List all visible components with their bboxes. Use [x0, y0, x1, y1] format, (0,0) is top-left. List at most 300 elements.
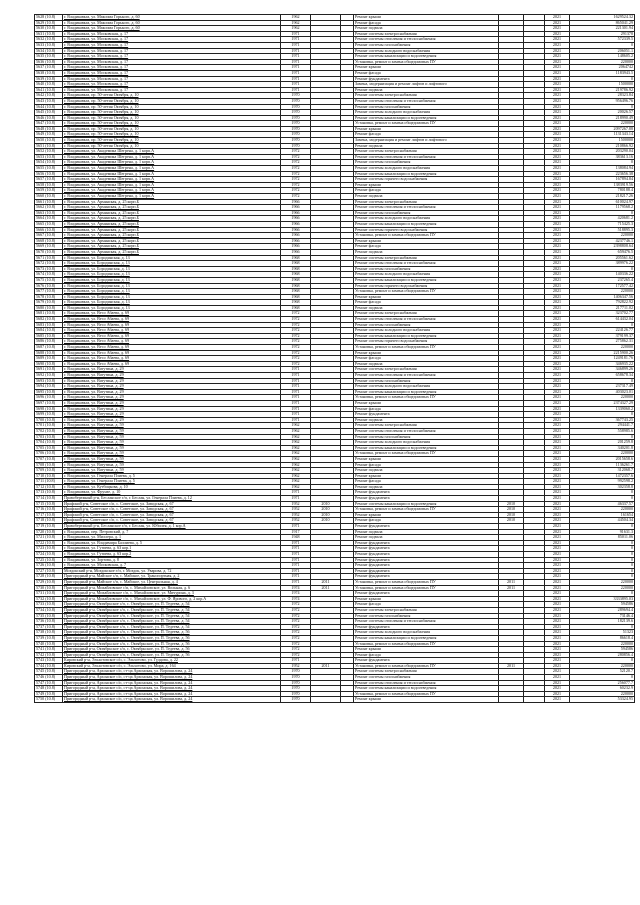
address-cell: Правобережный р-н, Бесланское г/п, г. Беслан, ул. Юбилея, д. 1 кор.А: [63, 524, 281, 530]
address-cell: г. Владикавказ, ул. Бородинская, д. 13: [63, 305, 281, 311]
year-built-cell: 1971: [281, 389, 311, 395]
work-type-cell: Ремонт крыши: [354, 65, 499, 71]
cost-cell: 0: [570, 322, 635, 328]
row-number-cell: 5687 (10.8): [35, 345, 63, 351]
cost-cell: 44504.34: [570, 518, 635, 524]
row-number-cell: 5676 (10.8): [35, 283, 63, 289]
year-built-cell: 1971: [281, 54, 311, 60]
row-number-cell: 5654 (10.8): [35, 160, 63, 166]
plan-year-cell: 2021: [545, 199, 570, 205]
address-cell: Ирафский р-н, Советское с/п, с. Советское, ул. Заводская, д. 67: [63, 507, 281, 513]
plan-year-cell: 2021: [545, 630, 570, 636]
address-cell: Пригородный р-н, Октябрьское с/п, с. Октябрьское, ул. П. Тедеева, д. 56: [63, 641, 281, 647]
work-type-cell: Ремонт подвала: [354, 535, 499, 541]
last-repair-year-cell: [311, 697, 341, 703]
address-cell: Пригородный р-н, Архонское с/п, ст-ца Архонская, ул. Ворошилова, д. 24: [63, 697, 281, 703]
work-type-cell: Установка, ремонт и замена общедомовых ПУ: [354, 345, 499, 351]
row-number-cell: 5725 (10.8): [35, 557, 63, 563]
address-cell: Моздокский р-н, Моздокское г/п, г. Моздок, ул. Уварова, д. 72: [63, 568, 281, 574]
plan-year-cell: 2021: [545, 456, 570, 462]
plan-year-cell: 2021: [545, 194, 570, 200]
row-number-cell: 5655 (10.8): [35, 166, 63, 172]
work-type-cell: Ремонт подвала: [354, 26, 499, 32]
plan-year-cell: 2021: [545, 423, 570, 429]
year-built-cell: 1970: [281, 697, 311, 703]
row-number-cell: 5638 (10.8): [35, 70, 63, 76]
year-built-cell: 1970: [281, 138, 311, 144]
address-cell: г. Владикавказ, пр. 50-летия Октября, д. 10: [63, 132, 281, 138]
plan-year-cell: 2021: [545, 104, 570, 110]
address-cell: Пригородный р-н, Октябрьское с/п, с. Октябрьское, ул. П. Тедеева, д. 54: [63, 607, 281, 613]
plan-year-cell: 2021: [545, 210, 570, 216]
plan-year-cell: 2021: [545, 333, 570, 339]
year-built-cell: 1971: [281, 658, 311, 664]
year-built-cell: 1962: [281, 484, 311, 490]
plan-year-cell: 2021: [545, 624, 570, 630]
row-number-cell: 5651 (10.8): [35, 143, 63, 149]
plan-year-cell: 2021: [545, 686, 570, 692]
work-type-cell: Ремонт фасада: [354, 70, 499, 76]
year-built-cell: 1971: [281, 48, 311, 54]
address-cell: г. Владикавказ, ул. Бородинская, д. 13: [63, 255, 281, 261]
year-built-cell: 1952: [281, 518, 311, 524]
year-built-cell: 1972: [281, 635, 311, 641]
year-built-cell: 1968: [281, 305, 311, 311]
work-type-cell: Ремонт системы электроснабжения: [354, 423, 499, 429]
address-cell: г. Владикавказ, ул. Зортова, д. 8: [63, 557, 281, 563]
address-cell: г. Владикавказ, ул. Миллера, д. 1: [63, 535, 281, 541]
cost-cell: 1629524.32: [570, 15, 635, 21]
work-type-cell: Ремонт системы канализации и водоотведения: [354, 635, 499, 641]
empty-cell: [524, 697, 545, 703]
address-cell: г. Владикавказ, ул. Весо Абаева, д. 69: [63, 311, 281, 317]
plan-year-cell: 2021: [545, 171, 570, 177]
cost-cell: 0: [570, 591, 635, 597]
cost-cell: 53324.95: [570, 697, 635, 703]
plan-year-cell: 2021: [545, 652, 570, 658]
address-cell: г. Владикавказ, ул. Академика Шегрена, д. 1 корп.А: [63, 171, 281, 177]
work-type-cell: Ремонт системы канализации и водоотведения: [354, 277, 499, 283]
plan-year-cell: 2021: [545, 166, 570, 172]
year-built-cell: 1962: [281, 456, 311, 462]
cost-cell: 91631.3: [570, 529, 635, 535]
row-number-cell: 5648 (10.8): [35, 126, 63, 132]
plan-year-cell: 2021: [545, 216, 570, 222]
address-cell: г. Владикавказ, пр. 50-летия Октября, д. 10: [63, 93, 281, 99]
plan-year-cell: 2021: [545, 266, 570, 272]
cost-cell: 1183943.5: [570, 70, 635, 76]
address-cell: г. Владикавказ, ул. Московская, д. 17: [63, 42, 281, 48]
address-cell: Ирафский р-н, Советское с/п, с. Советское, ул. Заводская, д. 67: [63, 518, 281, 524]
address-cell: г. Владикавказ, ул. Бородинская, д. 13: [63, 294, 281, 300]
row-number-cell: 5720 (10.8): [35, 529, 63, 535]
work-type-cell: Ремонт фундамента: [354, 76, 499, 82]
cost-cell: 220000: [570, 641, 635, 647]
address-cell: г. Владикавказ, ул. Академика Шегрена, д. 1 корп.А: [63, 160, 281, 166]
address-cell: г. Владикавказ, ул. Ватутина, д. 29: [63, 400, 281, 406]
work-type-cell: Установка, ремонт и замена общедомовых ПУ: [354, 641, 499, 647]
work-type-cell: Ремонт системы отопления и теплоснабжения: [354, 261, 499, 267]
cost-cell: 0: [570, 496, 635, 502]
address-cell: г. Владикавказ, ул. Армянская, д. 25 корп.Б: [63, 210, 281, 216]
work-type-cell: Ремонт фундамента: [354, 624, 499, 630]
address-cell: г. Владикавказ, пер. Петровский, д. 7: [63, 529, 281, 535]
cost-cell: 0: [570, 574, 635, 580]
work-type-cell: Ремонт подвала: [354, 361, 499, 367]
work-type-cell: Ремонт системы горячего водоснабжения: [354, 227, 499, 233]
cost-cell: 1179568.2: [570, 205, 635, 211]
row-number-cell: 5689 (10.8): [35, 356, 63, 362]
work-type-cell: Установка, ремонт и замена общедомовых ПУ: [354, 579, 499, 585]
cost-cell: 2398808.64: [570, 244, 635, 250]
plan-year-cell: 2021: [545, 473, 570, 479]
plan-year-cell: 2021: [545, 496, 570, 502]
empty-cell: [341, 697, 354, 703]
year-built-cell: 1971: [281, 59, 311, 65]
row-number-cell: 5709 (10.8): [35, 468, 63, 474]
work-type-cell: Ремонт фасада: [354, 244, 499, 250]
row-number-cell: 5679 (10.8): [35, 300, 63, 306]
work-type-cell: Ремонт системы отопления и теплоснабжения: [354, 428, 499, 434]
address-cell: г. Владикавказ, ул. Ватутина, д. 29: [63, 406, 281, 412]
row-number-cell: 5727 (10.8): [35, 568, 63, 574]
cost-cell: 1406347.56: [570, 294, 635, 300]
cost-cell: 220000: [570, 663, 635, 669]
year-built-cell: 1966: [281, 249, 311, 255]
address-cell: г. Владикавказ, ул. Академика Шегрена, д. 1 корп.А: [63, 188, 281, 194]
year-built-cell: 1966: [281, 216, 311, 222]
plan-year-cell: 2021: [545, 367, 570, 373]
cost-cell: 161654: [570, 512, 635, 518]
year-built-cell: 1971: [281, 400, 311, 406]
row-number-cell: 5700 (10.8): [35, 417, 63, 423]
row-number-cell: 5667 (10.8): [35, 233, 63, 239]
address-cell: г. Владикавказ, ул. Фрунзе, д. 10: [63, 490, 281, 496]
address-cell: г. Владикавказ, ул. Ватутина, д. 59: [63, 462, 281, 468]
cost-cell: 659476.5: [570, 249, 635, 255]
plan-year-cell: 2021: [545, 328, 570, 334]
cost-cell: 956496.76: [570, 98, 635, 104]
work-type-cell: Ремонт системы отопления и теплоснабжения: [354, 205, 499, 211]
address-cell: Пригородный р-н, Архонское с/п, ст-ца Архонская, ул. Ворошилова, д. 24: [63, 669, 281, 675]
address-cell: г. Владикавказ, ул. Весо Абаева, д. 69: [63, 333, 281, 339]
work-type-cell: Ремонт системы газоснабжения: [354, 434, 499, 440]
plan-year-cell: 2021: [545, 356, 570, 362]
work-type-cell: Ремонт крыши: [354, 15, 499, 21]
year-built-cell: 1962: [281, 451, 311, 457]
address-cell: г. Владикавказ, ул. Армянская, д. 25 корп.Б: [63, 205, 281, 211]
work-type-cell: Ремонт системы канализации и водоотведения: [354, 389, 499, 395]
year-built-cell: 1962: [281, 445, 311, 451]
work-type-cell: Ремонт фасада: [354, 652, 499, 658]
last-repair-year-cell: 2011: [311, 663, 341, 669]
cost-cell: 220000: [570, 585, 635, 591]
address-cell: г. Владикавказ, ул. Ватутина, д. 59: [63, 434, 281, 440]
row-number-cell: 5745 (10.8): [35, 669, 63, 675]
cost-cell: 20026.57: [570, 110, 635, 116]
plan-year-cell: 2021: [545, 535, 570, 541]
year-built-cell: 1962: [281, 440, 311, 446]
cost-cell: 2374327.29: [570, 400, 635, 406]
work-type-cell: Ремонт подвала: [354, 417, 499, 423]
plan-year-cell: 2021: [545, 691, 570, 697]
work-type-cell: Установка, ремонт и замена общедомовых ПУ: [354, 233, 499, 239]
address-cell: г. Владикавказ, ул. Армянская, д. 25 корп.Б: [63, 244, 281, 250]
row-number-cell: 5723 (10.8): [35, 546, 63, 552]
plan-year-cell: 2021: [545, 305, 570, 311]
cost-cell: 1249181.76: [570, 356, 635, 362]
work-type-cell: Ремонт системы канализации и водоотведения: [354, 171, 499, 177]
cost-cell: 220000: [570, 395, 635, 401]
work-type-cell: Ремонт системы электроснабжения: [354, 199, 499, 205]
row-number-cell: 5631 (10.8): [35, 31, 63, 37]
plan-year-cell: 2021: [545, 345, 570, 351]
row-number-cell: 5634 (10.8): [35, 48, 63, 54]
work-type-cell: Установка, ремонт и замена общедомовых ПУ: [354, 451, 499, 457]
work-type-cell: Установка, ремонт и замена общедомовых ПУ: [354, 691, 499, 697]
row-number-cell: 5737 (10.8): [35, 624, 63, 630]
address-cell: г. Владикавказ, ул. Академика Шегрена, д. 1 корп.А: [63, 149, 281, 155]
row-number-cell: 5735 (10.8): [35, 613, 63, 619]
year-built-cell: 1972: [281, 350, 311, 356]
plan-year-cell: 2021: [545, 272, 570, 278]
address-cell: г. Владикавказ, ул. Ватутина, д. 59: [63, 440, 281, 446]
row-number-cell: 5703 (10.8): [35, 434, 63, 440]
work-type-cell: Ремонт фасада: [354, 479, 499, 485]
prev-year-cell: 2010: [499, 501, 524, 507]
year-built-cell: 1974: [281, 585, 311, 591]
row-number-cell: 5673 (10.8): [35, 266, 63, 272]
year-built-cell: 1971: [281, 540, 311, 546]
address-cell: г. Владикавказ, ул. Бородинская, д. 13: [63, 272, 281, 278]
cost-cell: 389976.22: [570, 261, 635, 267]
year-built-cell: 1971: [281, 546, 311, 552]
plan-year-cell: 2021: [545, 126, 570, 132]
address-cell: г. Владикавказ, пр. 50-летия Октября, д. 10: [63, 115, 281, 121]
row-number-cell: 5662 (10.8): [35, 205, 63, 211]
cost-cell: 148605.2: [570, 54, 635, 60]
row-number-cell: 5715 (10.8): [35, 501, 63, 507]
row-number-cell: 5722 (10.8): [35, 540, 63, 546]
year-built-cell: 1968: [281, 261, 311, 267]
row-number-cell: 5671 (10.8): [35, 255, 63, 261]
plan-year-cell: 2021: [545, 59, 570, 65]
year-built-cell: 1962: [281, 428, 311, 434]
year-built-cell: 1970: [281, 110, 311, 116]
year-built-cell: 1962: [281, 20, 311, 26]
address-cell: г. Владикавказ, ул. Весо Абаева, д. 69: [63, 356, 281, 362]
work-type-cell: Ремонт фасада: [354, 602, 499, 608]
work-type-cell: Ремонт фасада: [354, 20, 499, 26]
address-cell: г. Владикавказ, ул. Армянская, д. 25 корп.Б: [63, 233, 281, 239]
year-built-cell: 1968: [281, 272, 311, 278]
plan-year-cell: 2021: [545, 512, 570, 518]
plan-year-cell: 2021: [545, 663, 570, 669]
plan-year-cell: 2021: [545, 479, 570, 485]
work-type-cell: Ремонт системы отопления и теплоснабжения: [354, 317, 499, 323]
row-number-cell: 5663 (10.8): [35, 210, 63, 216]
address-cell: г. Владикавказ, ул. Весо Абаева, д. 69: [63, 361, 281, 367]
row-number-cell: 5665 (10.8): [35, 221, 63, 227]
table-row: [35, 697, 635, 703]
address-cell: г. Владикавказ, ул. Ватутина, д. 59: [63, 451, 281, 457]
plan-year-cell: 2021: [545, 154, 570, 160]
plan-year-cell: 2021: [545, 697, 570, 703]
work-type-cell: Ремонт системы электроснабжения: [354, 31, 499, 37]
year-built-cell: 1966: [281, 199, 311, 205]
row-number-cell: 5743 (10.8): [35, 658, 63, 664]
address-cell: г. Владикавказ, ул. Бородинская, д. 13: [63, 289, 281, 295]
year-built-cell: 1971: [281, 395, 311, 401]
table-body: [35, 15, 635, 703]
plan-year-cell: 2021: [545, 138, 570, 144]
plan-year-cell: 2021: [545, 518, 570, 524]
cost-cell: 0: [570, 210, 635, 216]
work-type-cell: Ремонт фундамента: [354, 557, 499, 563]
row-number-cell: 5664 (10.8): [35, 216, 63, 222]
address-cell: г. Владикавказ, ул. Армянская, д. 25 корп.Б: [63, 249, 281, 255]
cost-cell: 2215900.26: [570, 350, 635, 356]
plan-year-cell: 2021: [545, 249, 570, 255]
address-cell: Пригородный р-н, Октябрьское с/п, с. Октябрьское, ул. П. Тедеева, д. 56: [63, 635, 281, 641]
work-type-cell: Ремонт системы газоснабжения: [354, 160, 499, 166]
year-built-cell: 1968: [281, 300, 311, 306]
cost-cell: 0: [570, 552, 635, 558]
plan-year-cell: 2021: [545, 149, 570, 155]
cost-cell: 0: [570, 624, 635, 630]
plan-year-cell: 2021: [545, 440, 570, 446]
year-built-cell: 1971: [281, 552, 311, 558]
row-number-cell: 5750 (10.8): [35, 697, 63, 703]
cost-cell: 206051.1: [570, 48, 635, 54]
year-built-cell: 1972: [281, 182, 311, 188]
work-type-cell: Ремонт фундамента: [354, 552, 499, 558]
work-type-cell: Ремонт системы отопления и теплоснабжения: [354, 37, 499, 43]
work-type-cell: Ремонт подвала: [354, 529, 499, 535]
cost-cell: 0: [570, 42, 635, 48]
work-type-cell: Ремонт системы холодного водоснабжения: [354, 110, 499, 116]
year-built-cell: 1972: [281, 641, 311, 647]
plan-year-cell: 2021: [545, 132, 570, 138]
work-type-cell: Ремонт подвала: [354, 305, 499, 311]
address-cell: г. Владикавказ, ул. Максима Горького, д. 60: [63, 26, 281, 32]
plan-year-cell: 2021: [545, 15, 570, 21]
work-type-cell: Ремонт системы газоснабжения: [354, 675, 499, 681]
cost-cell: 221301.94: [570, 26, 635, 32]
year-built-cell: 1972: [281, 154, 311, 160]
work-type-cell: Ремонт фасада: [354, 356, 499, 362]
year-built-cell: 1971: [281, 82, 311, 88]
address-cell: Пригородный р-н, Архонское с/п, ст-ца Архонская, ул. Ворошилова, д. 24: [63, 691, 281, 697]
row-number-cell: 5708 (10.8): [35, 462, 63, 468]
plan-year-cell: 2021: [545, 647, 570, 653]
work-type-cell: Ремонт крыши: [354, 596, 499, 602]
address-cell: Пригородный р-н, Михайловское с/п, с. Михайловское, ул. Ф. Ярового, д. 2 кор.А: [63, 596, 281, 602]
year-built-cell: 1952: [281, 512, 311, 518]
plan-year-cell: 2021: [545, 501, 570, 507]
cost-cell: 172577.42: [570, 283, 635, 289]
address-cell: г. Владикавказ, пр. 50-летия Октября, д. 10: [63, 98, 281, 104]
work-type-cell: Ремонт системы отопления и теплоснабжения: [354, 680, 499, 686]
address-cell: г. Владикавказ, ул. Весо Абаева, д. 69: [63, 317, 281, 323]
plan-year-cell: 2021: [545, 490, 570, 496]
work-type-cell: Ремонт подвала: [354, 249, 499, 255]
year-built-cell: 1962: [281, 468, 311, 474]
work-type-cell: Ремонт фундамента: [354, 658, 499, 664]
year-built-cell: 1972: [281, 171, 311, 177]
plan-year-cell: 2021: [545, 177, 570, 183]
address-cell: г. Владикавказ, ул. Армянская, д. 25 корп.Б: [63, 227, 281, 233]
row-number-cell: 5644 (10.8): [35, 104, 63, 110]
cost-cell: 220000: [570, 59, 635, 65]
row-number-cell: 5658 (10.8): [35, 182, 63, 188]
cost-cell: 201259.8: [570, 440, 635, 446]
plan-year-cell: 2021: [545, 378, 570, 384]
address-cell: г. Владикавказ, ул. Кутбицкова, д. 10: [63, 484, 281, 490]
row-number-cell: 5728 (10.8): [35, 574, 63, 580]
cost-cell: 1131343.14: [570, 132, 635, 138]
plan-year-cell: 2021: [545, 468, 570, 474]
year-built-cell: 1966: [281, 233, 311, 239]
address-cell: г. Владикавказ, ул. Ватутина, д. 29: [63, 378, 281, 384]
cost-cell: 0: [570, 540, 635, 546]
plan-year-cell: 2021: [545, 277, 570, 283]
year-built-cell: 1972: [281, 607, 311, 613]
work-type-cell: Ремонт системы холодного водоснабжения: [354, 272, 499, 278]
work-type-cell: Ремонт системы отопления и теплоснабжения: [354, 98, 499, 104]
year-built-cell: 1972: [281, 602, 311, 608]
plan-year-cell: 2021: [545, 451, 570, 457]
address-cell: г. Владикавказ, ул. Армянская, д. 25 корп.Б: [63, 221, 281, 227]
cost-cell: 220000: [570, 691, 635, 697]
year-built-cell: 1952: [281, 507, 311, 513]
work-type-cell: Ремонт системы холодного водоснабжения: [354, 48, 499, 54]
year-built-cell: 1971: [281, 31, 311, 37]
cost-cell: 0: [570, 490, 635, 496]
plan-year-cell: 2021: [545, 121, 570, 127]
cost-cell: 220000: [570, 121, 635, 127]
plan-year-cell: 2021: [545, 417, 570, 423]
address-cell: г. Владикавказ, ул. Бородинская, д. 13: [63, 277, 281, 283]
cost-cell: 220000: [570, 233, 635, 239]
row-number-cell: 5628 (10.8): [35, 15, 63, 21]
plan-year-cell: 2021: [545, 568, 570, 574]
row-number-cell: 5639 (10.8): [35, 76, 63, 82]
cost-cell: 715425.3: [570, 221, 635, 227]
work-type-cell: Установка, ремонт и замена общедомовых ПУ: [354, 59, 499, 65]
cost-cell: 220000: [570, 451, 635, 457]
year-built-cell: 1972: [281, 624, 311, 630]
row-number-cell: 5629 (10.8): [35, 20, 63, 26]
plan-year-cell: 2021: [545, 98, 570, 104]
plan-year-cell: 2021: [545, 591, 570, 597]
row-number-cell: 5726 (10.8): [35, 563, 63, 569]
row-number-cell: 5678 (10.8): [35, 294, 63, 300]
plan-year-cell: 2021: [545, 339, 570, 345]
cost-cell: 0: [570, 266, 635, 272]
cost-cell: 237317.49: [570, 384, 635, 390]
row-number-cell: 5677 (10.8): [35, 289, 63, 295]
row-number-cell: 5746 (10.8): [35, 675, 63, 681]
work-type-cell: Замена, модернизация и ремонт лифтов и лифтового: [354, 138, 499, 144]
cost-cell: 2097267.88: [570, 126, 635, 132]
work-type-cell: Ремонт системы канализации и водоотведения: [354, 54, 499, 60]
row-number-cell: 5674 (10.8): [35, 272, 63, 278]
plan-year-cell: 2021: [545, 93, 570, 99]
row-number-cell: 5740 (10.8): [35, 641, 63, 647]
work-type-cell: Установка, ремонт и замена общедомовых ПУ: [354, 395, 499, 401]
address-cell: г. Владикавказ, ул. Академика Шегрена, д. 1 корп.А: [63, 182, 281, 188]
